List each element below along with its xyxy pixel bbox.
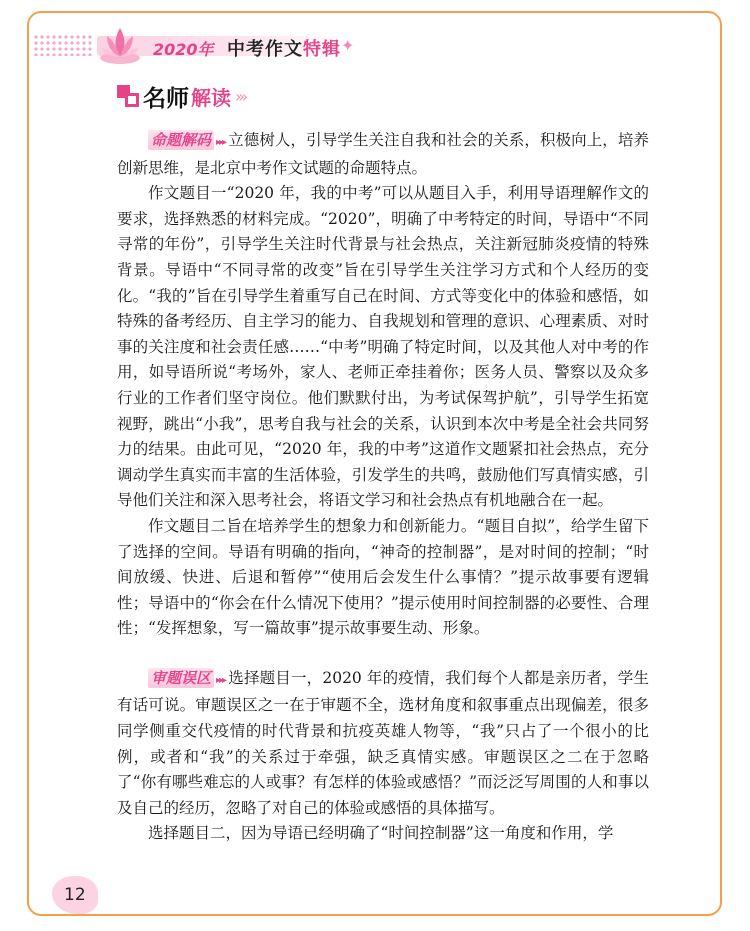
- paragraph: 作文题目二旨在培养学生的想象力和创新能力。“题目自拟”，给学生留下了选择的空间。导语有明确的指向，“神奇的控制器”，是对时间的控制；“时间放缓、快进、后退和暂停”“使用后会发生什么事情？”提示故事要有逻辑性；导语中的“你会在什么情况下使用？”提示使用时间控制器的必要性、合理性；“发挥想象，写一篇故事”提示故事要生动、形象。: [117, 516, 649, 638]
- lotus-flower-icon: [97, 22, 143, 66]
- series-title-main: 中考作文: [227, 39, 303, 60]
- series-title: [227, 35, 341, 61]
- tag-arrow-icon: ▸▸▸: [216, 674, 226, 686]
- section-title-sub: 解读: [191, 85, 231, 110]
- page-number: 12: [64, 885, 86, 905]
- paragraph: [117, 128, 649, 181]
- paragraph: [117, 666, 649, 822]
- page-header: [27, 18, 357, 68]
- chevron-arrows-icon: ›››: [235, 86, 246, 106]
- section-title: [117, 80, 245, 112]
- tag-label: 审题误区: [148, 668, 214, 688]
- tag-label: 命题解码: [148, 130, 214, 150]
- section-title-main: 名师: [143, 85, 189, 112]
- series-year: 2020年: [153, 40, 214, 59]
- paragraph: 作文题目一“2020 年，我的中考”可以从题目入手，利用导语理解作文的要求，选择熟悉的材料完成。“2020”，明确了中考特定的时间，导语中“不同寻常的年份”，引导学生关注时代背景与社会热点，关注新冠肺炎疫情的特殊背景。导语中“不同寻常的改变”旨在引导学生关注学习方式和个人经历的变化。“我的”旨在引导学生着重写自己在时间、方式等变化中的体验和感悟，如特殊的备考经历、自主学习的能力、自我规划和管理的意识、心理素质、对时事的关注度和社会责任感……“中考”明确了特定时间，以及其他人对中考的作用，如导语所说“考场外，家人、老师正牵挂着你；医务人员、警察以及众多行业的工作者们坚守岗位。他们默默付出，为考试保驾护航”，引导学生拓宽视野，跳出“小我”，思考自我与社会的关系，认识到本次中考是全社会共同努力的结果。由此可见，“2020 年，我的中考”这道作文题紧扣社会热点，充分调动学生真实而丰富的生活体验，引发学生的共鸣，鼓励他们写真情实感，引导他们关注和深入思考社会，将语文学习和社会热点有机地融合在一起。: [117, 184, 649, 510]
- series-title-sub: 特辑: [303, 39, 341, 60]
- section-title-icon: [117, 85, 139, 107]
- article-body: [117, 128, 649, 847]
- sparkle-icon: ✦: [341, 36, 355, 55]
- page-number-badge: [52, 876, 100, 916]
- paragraph-text: 选择题目一，2020 年的疫情，我们每个人都是亲历者，学生有话可说。审题误区之一在于审题不全，选材角度和叙事重点出现偏差，很多同学侧重交代疫情的时代背景和抗疫英雄人物等，“我”只占了一个很小的比例，或者和“我”的关系过于牵强，缺乏真情实感。审题误区之二在于忽略了“你有哪些难忘的人或事？有怎样的体验或感悟？”而泛泛写周围的人和事以及自己的经历，忽略了对自己的体验或感悟的具体描写。: [117, 668, 649, 817]
- paragraph: 选择题目二，因为导语已经明确了“时间控制器”这一角度和作用，学: [148, 824, 614, 843]
- paragraph-text: 立德树人，引导学生关注自我和社会的关系，积极向上，培养创新思维，是北京中考作文试题的命题特点。: [117, 131, 649, 177]
- tag-arrow-icon: ▸▸▸: [216, 137, 226, 148]
- dot-pattern: [33, 34, 93, 56]
